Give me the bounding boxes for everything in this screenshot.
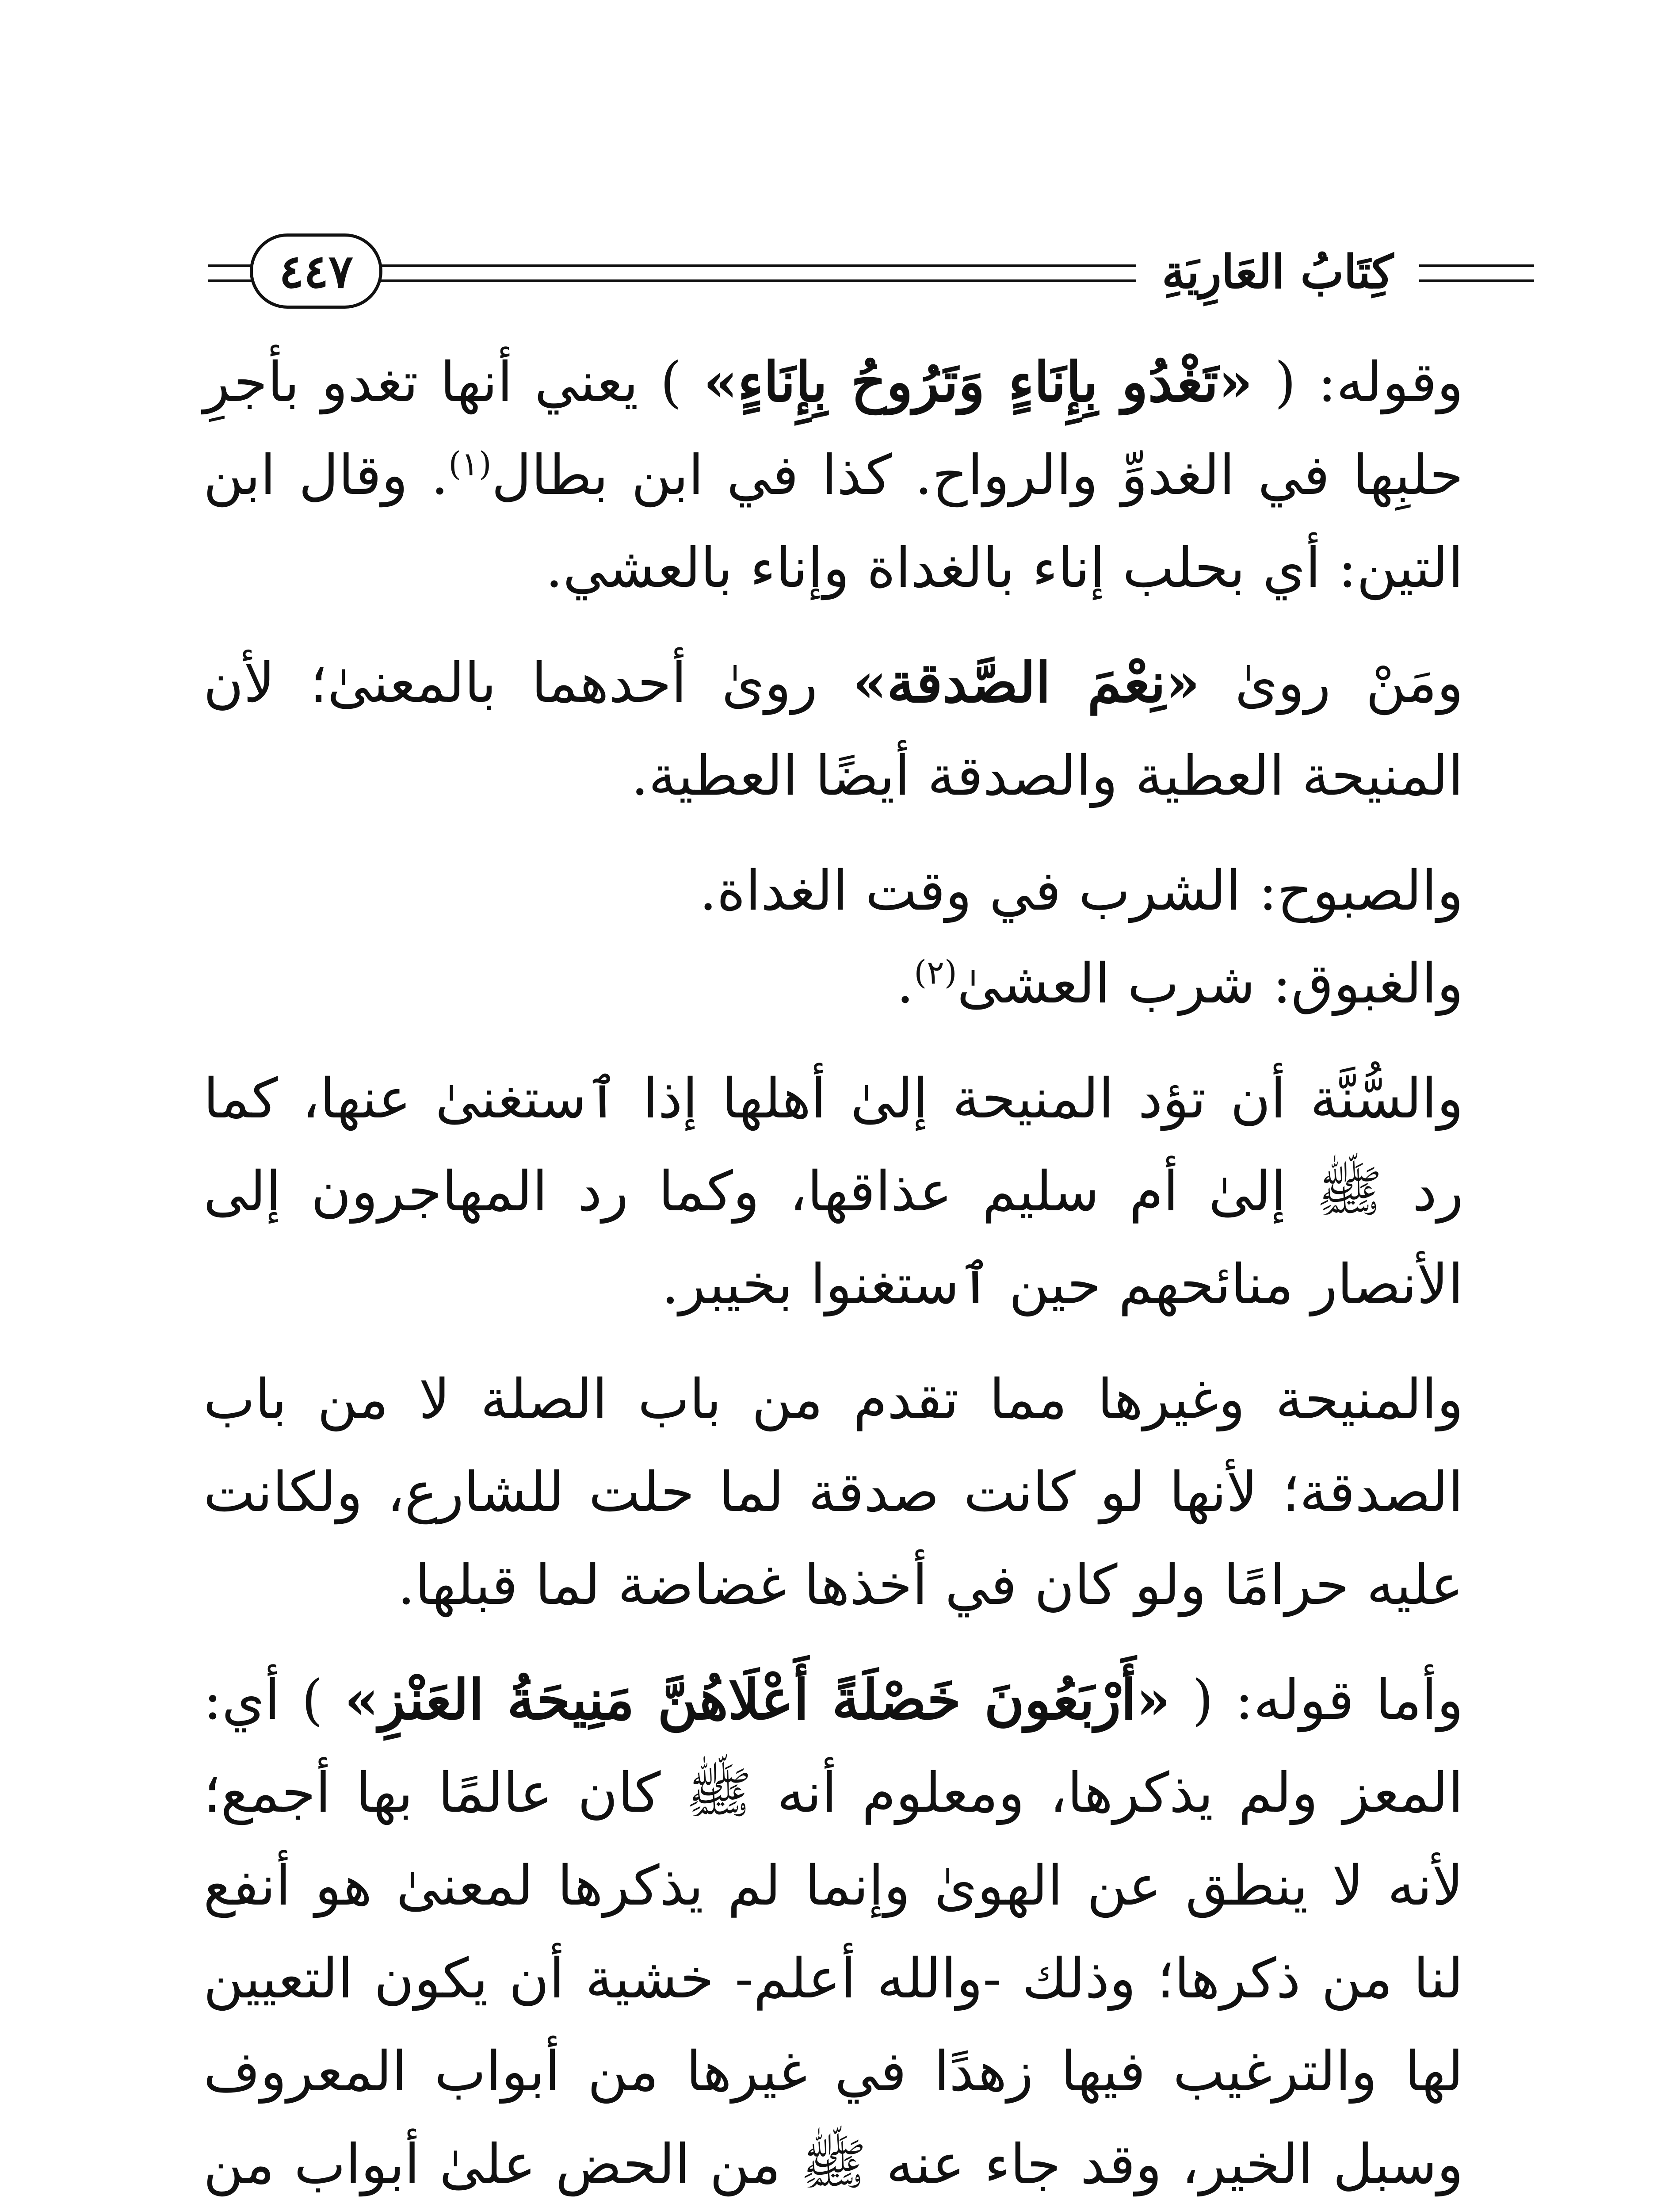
paragraph <box>203 637 1525 822</box>
text-run: والغبوق: شرب العشىٰ <box>957 952 1463 1016</box>
text-run: ) يعني أنها تغدو بأجرِ حلبِها في الغدوِّ والرواح. كذا في ابن بطال <box>203 351 1463 507</box>
hadith-quote: «تَغْدُو بِإِنَاءٍ وَتَرُوحُ بِإِنَاءٍ» <box>703 350 1253 414</box>
paragraph <box>203 1353 1525 1632</box>
paragraph <box>203 336 1525 615</box>
paragraph <box>203 845 1525 937</box>
header-rule <box>1419 279 1534 282</box>
hadith-quote: «أَرْبَعُونَ خَصْلَةً أَعْلَاهُنَّ مَنِيحَةُ العَنْزِ» <box>344 1668 1171 1732</box>
main-text <box>203 336 1525 2211</box>
header-rule <box>1419 264 1534 267</box>
text-run: وقوله: ( <box>1252 351 1463 414</box>
text-run: وأما قوله: ( <box>1170 1668 1463 1732</box>
text-run: والصبوح: الشرب في وقت الغداة. <box>699 859 1463 923</box>
running-header <box>208 230 1534 318</box>
text-run: والسُّنَّة أن تؤد المنيحة إلىٰ أهلها إذا ٱستغنىٰ عنها، كما رد ﷺ إلىٰ أم سليم عذاقها، وكما رد المهاجرون إلى الأنصار منائحهم حين ٱستغنوا بخيبر. <box>203 1067 1463 1316</box>
text-run: روىٰ أحدهما بالمعنىٰ؛ لأن المنيحة العطية والصدقة أيضًا العطية. <box>203 651 1463 808</box>
page-number: ٤٤٧ <box>250 233 382 309</box>
footnote-ref[interactable]: (٢) <box>914 953 957 992</box>
text-run: والمنيحة وغيرها مما تقدم من باب الصلة لا من باب الصدقة؛ لأنها لو كانت صدقة لما حلت للشارع، ولكانت عليه حرامًا ولو كان في أخذها غضاضة لما قبلها. <box>203 1368 1463 1617</box>
text-run: ) أي: المعز ولم يذكرها، ومعلوم أنه ﷺ كان عالمًا بها أجمع؛ لأنه لا ينطق عن الهوىٰ وإنما لم يذكرها لمعنىٰ هو أنفع لنا من ذكرها؛ وذلك -والله أعلم- خشية أن يكون التعيين لها والترغيب فيها زهدًا في غيرها من أبواب المعروف وسبل الخير، وقد جاء عنه ﷺ من الحض علىٰ أبواب من <box>203 1668 1463 2196</box>
book-title: كِتَابُ العَارِيَةِ <box>1145 239 1410 305</box>
paragraph <box>203 1052 1525 1331</box>
footnote-ref[interactable]: (١) <box>448 445 492 483</box>
text-run: . <box>896 952 914 1016</box>
paragraph <box>203 1654 1525 2211</box>
paragraph <box>203 937 1525 1030</box>
text-run: ومَنْ روىٰ <box>1199 651 1463 715</box>
text-run: . وقال ابن التين: أي بحلب إناء بالغداة وإناء بالعشي. <box>203 444 1463 600</box>
hadith-quote: «نِعْمَ الصَّدقة» <box>852 651 1200 715</box>
